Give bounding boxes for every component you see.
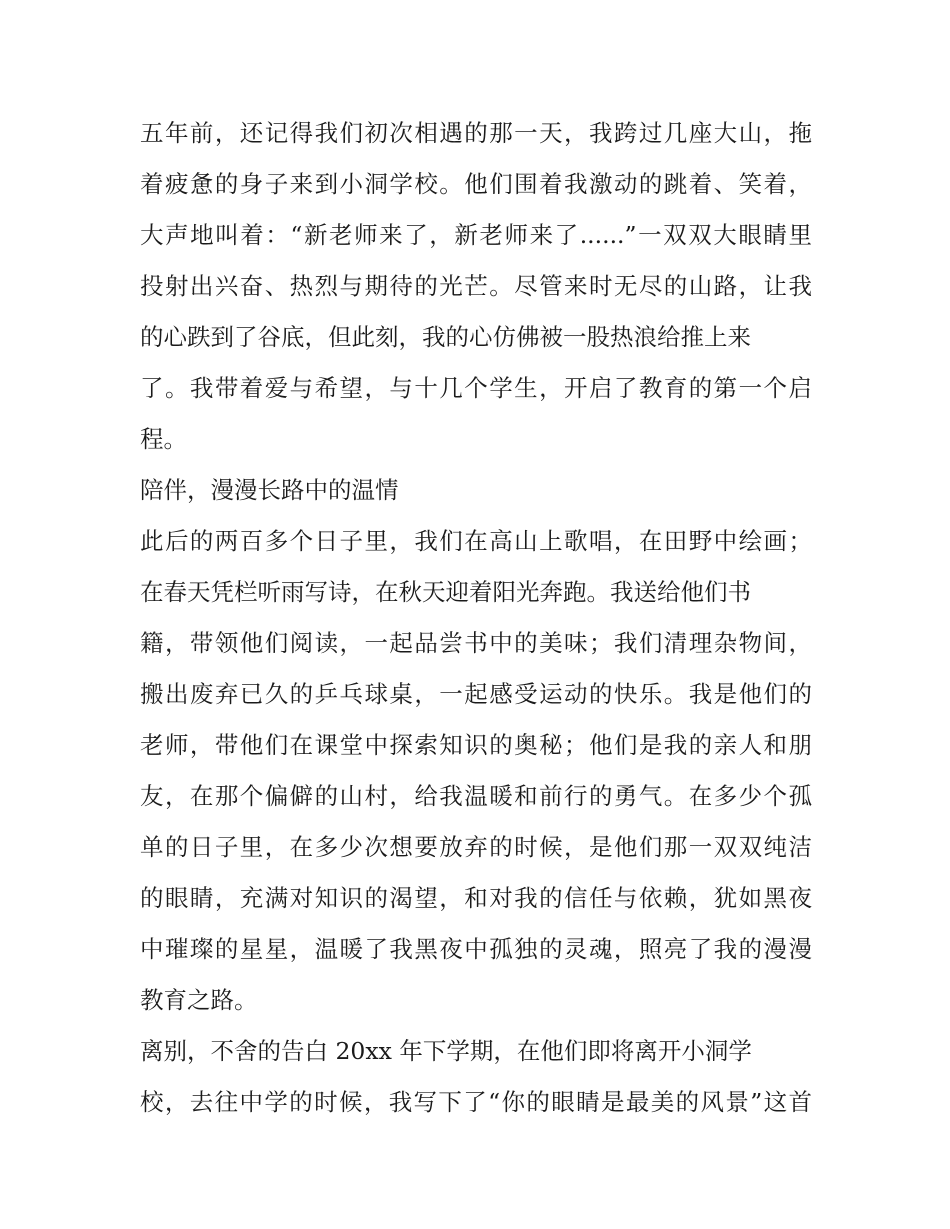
text-line-12: 搬出废弃已久的乒乓球桌，一起感受运动的快乐。我是他们的 (140, 680, 812, 708)
text-line-9: 此后的两百多个日子里，我们在高山上歌唱，在田野中绘画； (140, 527, 812, 555)
text-line-6: 了。我带着爱与希望，与十几个学生，开启了教育的第一个启 (140, 374, 812, 402)
text-line-1: 五年前，还记得我们初次相遇的那一天，我跨过几座大山，拖 (140, 119, 812, 147)
text-line-7: 程。 (140, 425, 187, 453)
text-line-13: 老师，带他们在课堂中探索知识的奥秘；他们是我的亲人和朋 (140, 731, 812, 759)
text-line-2: 着疲惫的身子来到小洞学校。他们围着我激动的跳着、笑着， (140, 170, 812, 198)
section-heading-farewell: 离别，不舍的告白 20xx 年下学期，在他们即将离开小洞学 (140, 1037, 752, 1065)
text-line-14: 友，在那个偏僻的山村，给我温暖和前行的勇气。在多少个孤 (140, 782, 812, 810)
text-line-10: 在春天凭栏听雨写诗，在秋天迎着阳光奔跑。我送给他们书 (140, 578, 751, 606)
text-line-5: 的心跌到了谷底，但此刻，我的心仿佛被一股热浪给推上来 (140, 323, 751, 351)
text-line-4: 投射出兴奋、热烈与期待的光芒。尽管来时无尽的山路，让我 (140, 272, 812, 300)
document-page (140, 108, 812, 1128)
text-line-3: 大声地叫着：“新老师来了，新老师来了......”一双双大眼睛里 (140, 221, 812, 249)
text-line-15: 单的日子里，在多少次想要放弃的时候，是他们那一双双纯洁 (140, 833, 812, 861)
text-line-16: 的眼睛，充满对知识的渴望，和对我的信任与依赖，犹如黑夜 (140, 884, 812, 912)
section-heading-companionship: 陪伴，漫漫长路中的温情 (140, 476, 399, 504)
text-line-17: 中璀璨的星星，温暖了我黑夜中孤独的灵魂，照亮了我的漫漫 (140, 935, 812, 963)
text-line-11: 籍，带领他们阅读，一起品尝书中的美味；我们清理杂物间， (140, 629, 812, 657)
text-line-18: 教育之路。 (140, 986, 258, 1014)
text-line-20: 校，去往中学的时候，我写下了“你的眼睛是最美的风景”这首 (140, 1088, 812, 1116)
